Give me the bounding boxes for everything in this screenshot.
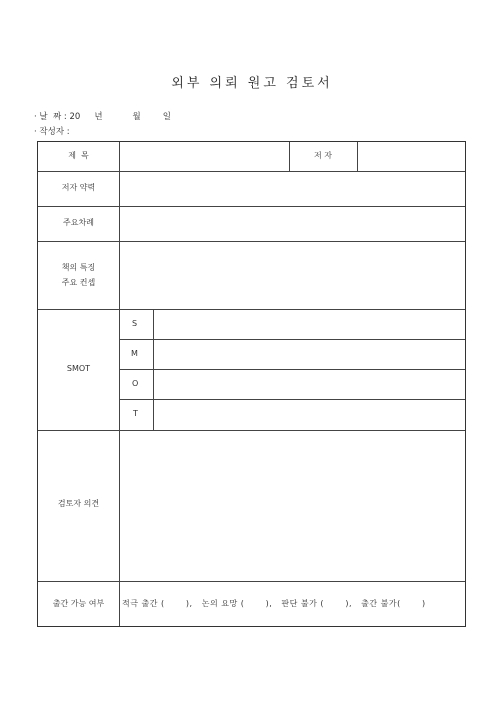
feature-label-2: 주요 컨셉 (61, 278, 96, 287)
author-line (34, 125, 70, 137)
smot-row-s: S (132, 319, 138, 328)
publish-options: 적극 출간 ( ), 논의 요망 ( ), 판단 불가 ( ), 출간 불가( ) (122, 599, 426, 608)
date-year-prefix: 20 (69, 112, 81, 122)
row-divider (38, 206, 465, 207)
feature-label-1: 책의 특징 (61, 263, 96, 272)
author-label: · 작성자 : (34, 127, 70, 137)
smot-row-t: T (133, 409, 138, 418)
subject-label: 제 목 (68, 151, 89, 160)
row-divider (38, 581, 465, 582)
smot-divider (119, 399, 465, 400)
writer-divider (357, 142, 358, 171)
date-year-unit: 년 (94, 112, 103, 122)
smot-row-o: O (132, 379, 139, 388)
date-label: · 날 짜 : (34, 112, 67, 122)
smot-label: SMOT (66, 364, 91, 373)
review-form-table (37, 141, 466, 627)
smot-row-m: M (131, 349, 138, 358)
toc-label: 주요차례 (63, 218, 94, 227)
row-divider (38, 241, 465, 242)
publish-label: 출간 가능 여부 (52, 599, 105, 608)
page-title: 외부 의뢰 원고 검토서 (171, 76, 333, 91)
row-divider (38, 309, 465, 310)
review-label: 검토자 의견 (57, 499, 100, 508)
smot-divider (119, 339, 465, 340)
row-divider (38, 171, 465, 172)
row-divider (38, 430, 465, 431)
smot-letter-divider (153, 309, 154, 430)
date-line (34, 110, 171, 122)
bio-label: 저자 약력 (61, 183, 96, 192)
writer-label: 저 자 (314, 151, 332, 160)
smot-divider (119, 369, 465, 370)
label-column-divider (119, 142, 120, 626)
date-month-unit: 월 (132, 112, 141, 122)
date-day-unit: 일 (162, 112, 171, 122)
